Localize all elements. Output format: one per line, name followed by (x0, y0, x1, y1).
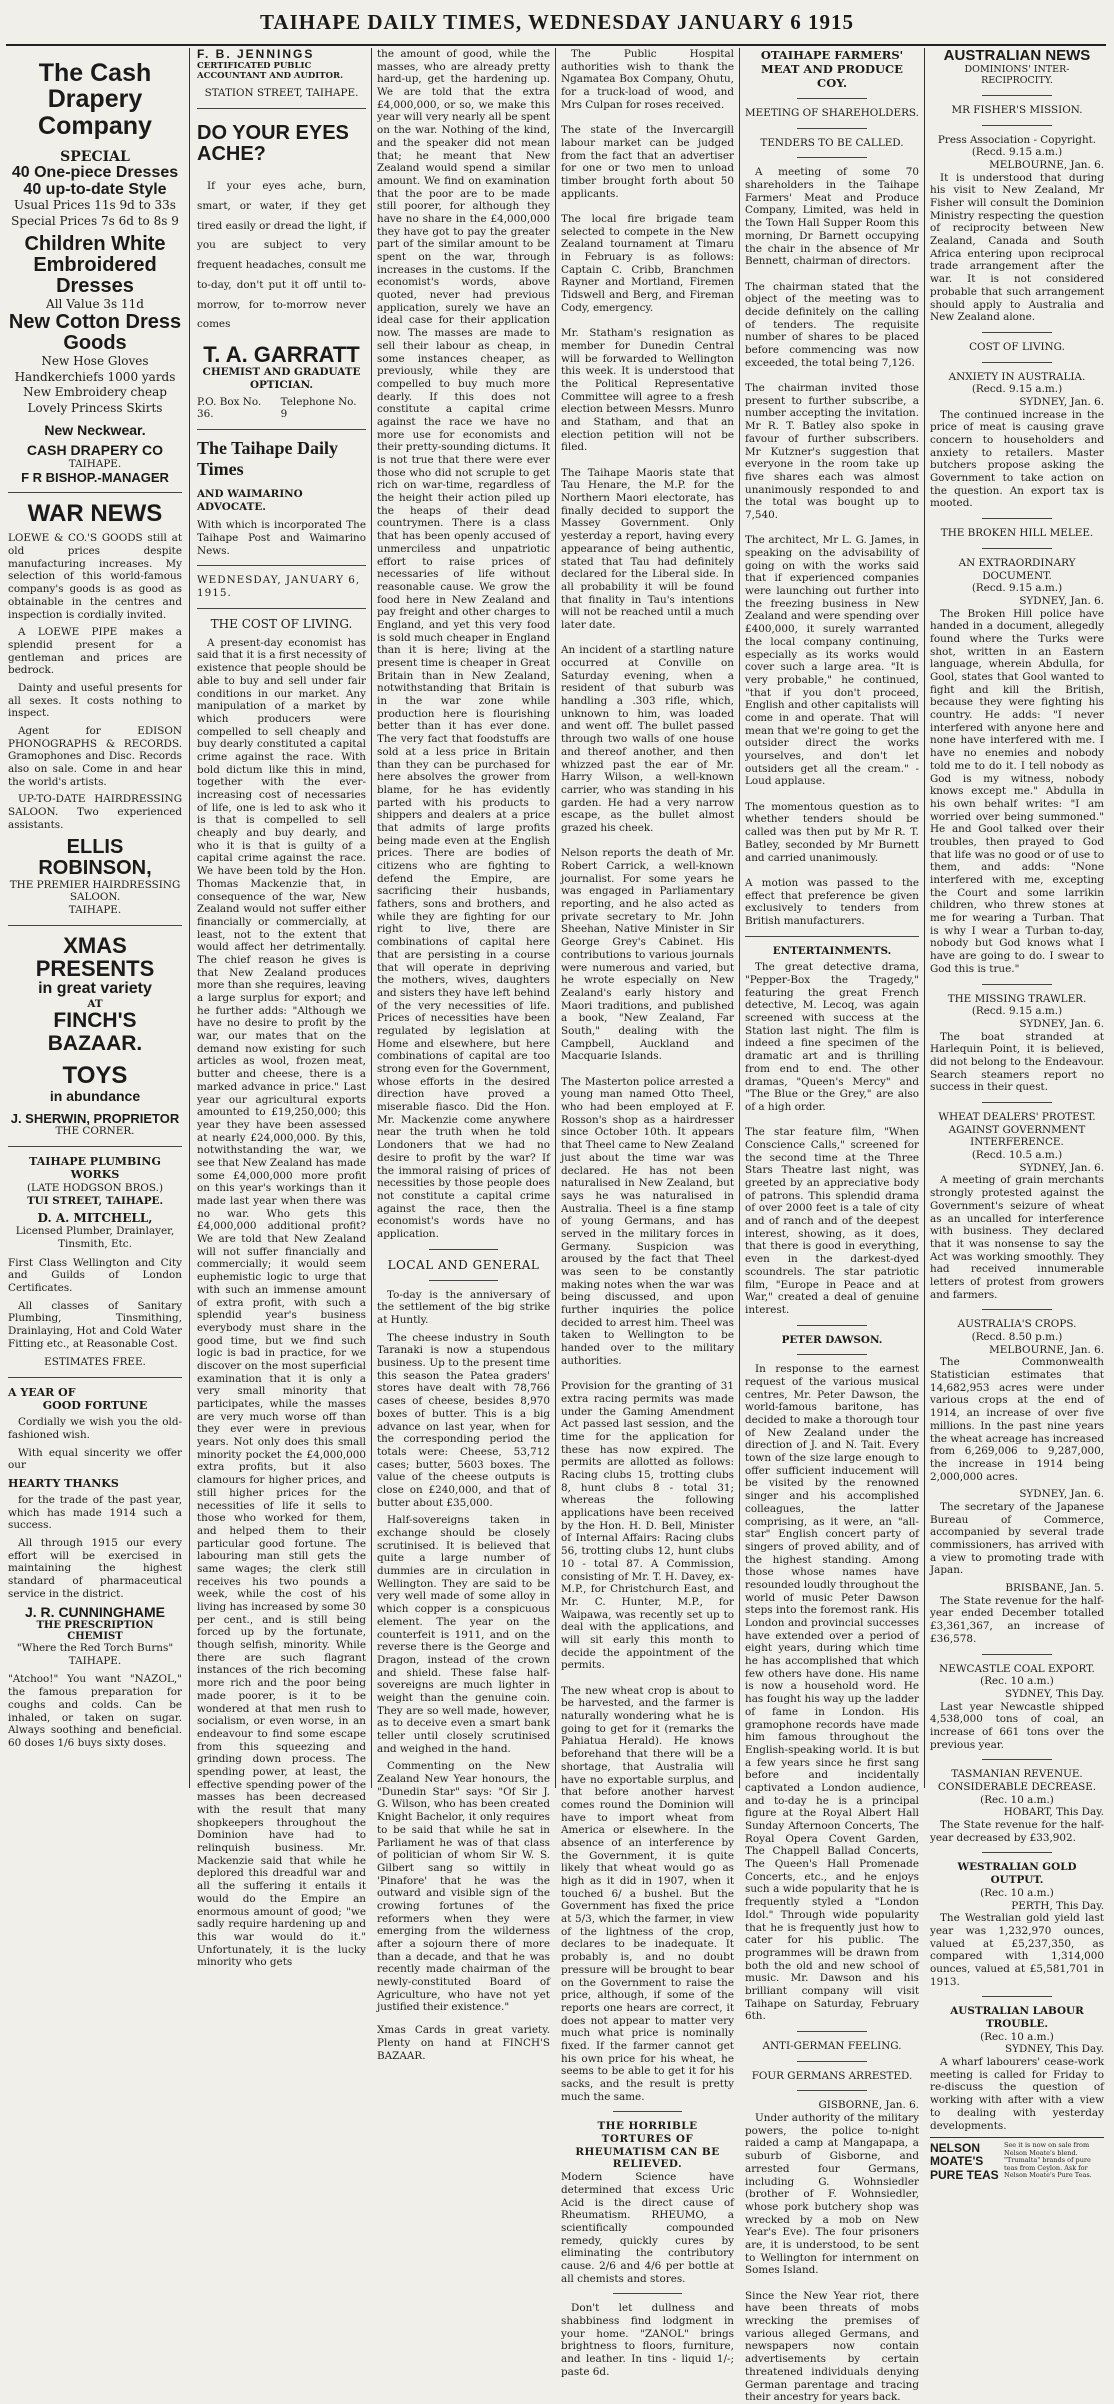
nazol-ad: "Atchoo!" You want "NAZOL," the famous preparation for coughs and colds. Can be inhaled, or taken on sugar. Always soothing and beneficial. 60 doses 1/6 buys sixty doses. (8, 1673, 182, 1749)
tasmania-text: The State revenue for the half-year decreased by £33,902. (930, 1819, 1104, 1844)
ellis-robinson: ELLIS ROBINSON, (38, 835, 152, 879)
eyes-ache-heading: DO YOUR EYES ACHE? (197, 122, 349, 165)
column-6-australian-news (926, 47, 1108, 2182)
received-time: (Recd. 8.50 p.m.) (971, 1331, 1063, 1344)
crops-text: The Commonwealth Statistician estimates that 14,682,953 acres were under various crops at the end of 1914, an increase of over five millions. In the past nine years the wheat acreage has increased from 6,269,006 to 9,287,000, the increase in 1914 being 2,000,000 acres. (930, 1356, 1104, 1483)
sydney-dateline: SYDNEY, Jan. 6. (1019, 395, 1104, 408)
gold-output-heading: WESTRALIAN GOLD OUTPUT. (957, 1861, 1077, 1887)
missing-trawler-heading: THE MISSING TRAWLER. (947, 992, 1087, 1005)
coal-text: Last year Newcastle shipped 4,538,000 tons of coal, an increase of 661 tons over the previous year. (930, 1700, 1104, 1751)
wheat-dealers-heading: WHEAT DEALERS' PROTEST. (938, 1111, 1096, 1124)
melbourne-dateline: MELBOURNE, Jan. 6. (989, 158, 1104, 171)
in-abundance: in abundance (49, 1087, 141, 1104)
hairdressing-text: UP-TO-DATE HAIRDRESSING SALOON. Two experienced assistants. (8, 793, 182, 831)
manager-name: F R BISHOP.-MANAGER (21, 469, 169, 485)
cost-of-living-heading: THE COST OF LIVING. (210, 616, 353, 631)
loewe-text: LOEWE & CO.'S GOODS still at old prices despite manufacturing increases. My selection of this world-famous company's goods is as good as obtainable in the centres and inspection is cordially invited. (8, 532, 182, 621)
plumbing-services: All classes of Sanitary Plumbing, Tinsmithing, Drainlaying, Hot and Cold Water Fitting etc., at Reasonable Cost. (8, 1299, 182, 1350)
anti-german-heading: ANTI-GERMAN FEELING. (762, 2040, 902, 2052)
four-germans-heading: FOUR GERMANS ARRESTED. (751, 2069, 913, 2082)
sydney-dateline: SYDNEY, Jan. 6. (1019, 594, 1104, 607)
fisher-heading: MR FISHER'S MISSION. (951, 103, 1083, 116)
local-news-items: The Public Hospital authorities wish to thank the Ngamatea Box Company, Ohutu, for a truck-load of wood, and Mrs Culpan for roses received. The state of the Invercargill labour market can be judged from the fact that an advertiser for one or two men to unload timber brought forth about 50 applicants. The local fire brigade team selected to compete in the New Zealand tournament at Timaru in February is as follows: Captain C. Cribb, Branchmen Rayner and Mortland, Firemen Tidswell and Berg, and Fireman Cody, emergency. Mr. Statham's resignation as member for Dunedin Central will be forwarded to Wellington this week. It is understood that the Political Representative Committee will agree to a fresh election between Messrs. Munro and Statham, and that an election petition will not be filed. The Taihape Maoris state that Tau Henare, the M.P. for the Northern Maori electorate, has finally decided to support the Massey Government. Only yesterday a report, having every appearance of being authentic, stated that Tau had definitely declared for the Liberal side. In all probability it will be found that finality in Tau's intentions will not be reached until a much later date. An incident of a startling nature occurred at Conville on Saturday evening, when a resident of that suburb was handling a .303 rifle, which, unknown to him, was loaded and went off. The bullet passed through two walls of one house and thereof another, and then whizzed past the ear of Mr. Harry Wilson, a well-known carrier, who was standing in his garden. He had a very narrow escape, as the bullet almost grazed his cheek. Nelson reports the death of Mr. Robert Carrick, a well-known journalist. For some years he was engaged in Parliamentary reporting, and he also acted as private secretary to Mr. John Sheehan, Native Minister in Sir George Grey's Cabinet. His contributions to various journals were numerous and varied, but he wrote especially on New Zealand's early history and Maori traditions, and published a book, "New Zealand, Far South," dealing with the Campbell, Auckland and Macquarie Islands. The Masterton police arrested a young man named Otto Theel, who had been employed at F. Rosson's shop as a hairdresser since October 10th. It appears that Theel came to New Zealand just about the time war was declared. He has not been naturalised in New Zealand, but says he was naturalised in Australia. Theel is a fine stamp of young Germans, and has served in the military forces in Germany. Suspicion was aroused by the fact that Theel was seen to be constantly making notes when the war was being discussed, and upon further inquiries the police decided to arrest him. Theel was taken to Wellington to be handed over to the military authorities. Provision for the granting of 31 extra racing permits was made under the Gaming Amendment Act passed last session, and the time for the application for these has now expired. The permits are allotted as follows: Racing clubs 15, trotting clubs 8, hunt clubs 8 - total 31; whereas the following applications have been received by the Hon. H. D. Bell, Minister of Internal Affairs: Racing clubs 56, trotting clubs 12, hunt clubs 10 - total 87. A Commission, consisting of Mr. T. H. Davey, ex-M.P., for Christchurch East, and Mr. C. Hunter, M.P., for Waipawa, was recently set up to deal with the applications, and will sit early this month to decide the appointment of the permits. The new wheat crop is about to be harvested, and the farmer is naturally wondering what he is going to get for it (remarks the Pahiatua Herald). He knows beforehand that there will be a shortage, that Australia will have no exportable surplus, and that before another harvest comes round the Dominion will have to import wheat from America or elsewhere. In the absence of an interference by the Government, it is quite likely that wheat would go as high as it did in 1907, when it touched 6/ a bushel. But the Government has fixed the price at 5/3, which the farmer, in view of the lightness of the crop, declares to be inadequate. It probably is, and no doubt pressure will be brought to bear on the Government to raise the price, although, if some of the reports one hears are correct, it does not appear to matter very much what price is nominally fixed. If the farmer cannot get his own price for his wheat, he seems to be able to get it for his sacks, and the result is pretty much the same. (561, 48, 734, 2103)
garratt-name: T. A. GARRATT (203, 342, 360, 368)
trade-text: for the trade of the past year, which has made 1914 such a success. (8, 1493, 182, 1532)
perth-dateline: PERTH, This Day. (1011, 1899, 1104, 1912)
children-dresses: Children White Embroidered Dresses (24, 232, 166, 297)
meeting-heading: MEETING OF SHAREHOLDERS. (745, 107, 919, 119)
licensed-plumber: Licensed Plumber, Drainlayer, Tinsmith, Etc. (15, 1225, 175, 1250)
anti-german-text: Under authority of the military powers, the police to-night raided a camp at Mangapapa, a suburb of Gisborne, and arrested four Germans, including G. Wohnsiedler (brother of F. Wohnsiedler, whose pork butchery shop was wrecked by a mob on New Year's Eve). The four prisoners are, it is understood, to be sent to Wellington for internment on Somes Island. Since the New Year riot, there have been threats of mobs wrecking the premises of various alleged Germans, and newspapers now contain advertisements by certain threatened individuals denying German parentage and tracing their ancestry for years back. (745, 2112, 919, 2404)
special-prices: Special Prices 7s 6d to 8s 9 (11, 213, 179, 228)
incorporated-note: With which is incorporated The Taihape Post and Waimarino News. (197, 519, 366, 557)
labour-trouble-heading: AUSTRALIAN LABOUR TROUBLE. (950, 2005, 1084, 2031)
premier-saloon: THE PREMIER HAIRDRESSING SALOON. (9, 878, 181, 904)
trawler-text: The boat stranded at Harlequin Point, it is believed, did not belong to the Endeavour. Search steamers report no success in their quest. (930, 1030, 1104, 1094)
rheumatism-heading: THE HORRIBLE TORTURES OF RHEUMATISM CAN BE RELIEVED. (575, 2120, 720, 2171)
good-fortune: GOOD FORTUNE (42, 1399, 148, 1413)
taihape-location: TAIHAPE. (68, 457, 122, 470)
received-time: (Rec. 10 a.m.) (980, 2030, 1054, 2043)
sincerity-text: With equal sincerity we offer our (8, 1446, 182, 1472)
column-1-ads (4, 48, 186, 1788)
prescription-chemist: THE PRESCRIPTION CHEMIST (36, 1620, 154, 1643)
cordially-text: Cordially we wish you the old-fashioned wish. (8, 1416, 182, 1441)
peter-dawson-heading: PETER DAWSON. (781, 1333, 883, 1346)
column-divider (189, 48, 190, 1788)
cost-living-text: The continued increase in the price of meat is causing grave concern to householders and anxiety to retailers. Master butchers propose asking the Government to take action on the question. An export tax is mooted. (930, 408, 1104, 510)
brisbane-dateline: BRISBANE, Jan. 5. (1005, 1582, 1104, 1595)
broken-hill-heading: THE BROKEN HILL MELEE. (940, 527, 1094, 540)
japan-text: The secretary of the Japanese Bureau of Commerce, accompanied by several trade commissioners, has arrived with a view to promoting trade with Japan. (930, 1500, 1104, 1577)
gisborne-dateline: GISBORNE, Jan. 6. (818, 2099, 919, 2112)
decrease-heading: CONSIDERABLE DECREASE. (937, 1781, 1097, 1794)
great-variety: in great variety (38, 979, 152, 997)
red-torch: "Where the Red Torch Burns" (16, 1642, 174, 1655)
nelson-moate-title: NELSON MOATE'S PURE TEAS (930, 2141, 999, 2182)
received-time: (Recd. 9.15 a.m.) (971, 582, 1063, 595)
fisher-text: It is understood that during his visit to New Zealand, Mr Fisher will consult the Dominion Ministry respecting the question of reciprocity between New Zealand, Canada and South Africa entering upon reciprocal trade arrangement after the war. It is not considered probable that such arrangement should apply to Australia and New Zealand alone. (930, 171, 1104, 324)
toys: TOYS (62, 1061, 128, 1089)
tui-street: TUI STREET, TAIHAPE. (26, 1194, 164, 1207)
press-association: Press Association - Copyright. (937, 133, 1097, 146)
rheumatism-text: Modern Science have determined that excess Uric Acid is the direct cause of Rheumatism. RHEUMO, a scientifically compounded remedy, quickly cures by eliminating the contributory cause. 2/6 and 4/6 per bottle at all chemists and stores. (561, 2171, 734, 2285)
cash-drapery-title: The Cash Drapery Company (38, 59, 152, 140)
year-of: A YEAR OF (8, 1386, 76, 1400)
the-corner: THE CORNER. (55, 1125, 135, 1138)
zanol-ad: Don't let dullness and shabbiness find lodgment in your home. "ZANOL" brings brightness to floors, furniture, and leather. In tins - liquid 1/-; paste 6d. (561, 2302, 734, 2378)
column-divider (555, 48, 556, 1788)
plumbing-works: TAIHAPE PLUMBING WORKS (29, 1155, 161, 1182)
sydney-dateline: SYDNEY, Jan. 6. (1019, 1161, 1104, 1174)
war-news-heading: WAR NEWS (27, 500, 163, 528)
entertainments-heading: ENTERTAINMENTS. (772, 944, 892, 957)
dresses-offer: 40 One-piece Dresses 40 up-to-date Style (11, 163, 179, 198)
at-label: AT (87, 997, 103, 1010)
mitchell-name: D. A. MITCHELL, (37, 1211, 153, 1226)
australia-crops-heading: AUSTRALIA'S CROPS. (957, 1318, 1077, 1331)
station-street: STATION STREET, TAIHAPE. (204, 87, 359, 100)
value-price: All Value 3s 11d (46, 296, 144, 311)
anxiety-heading: ANXIETY IN AUSTRALIA. (948, 370, 1086, 383)
local-item: Half-sovereigns taken in exchange should be closely scrutinised. It is believed that quite a large number of dummies are in circulation in Wellington. They are said to be very well made of some alloy in which copper is a conspicuous element. The year on the counterfeit is 1911, and on the reverse there is the George and Dragon, instead of the crown and shield. These false half-sovereigns are much lighter in weight than the genuine coin. They are so well made, however, as to deceive even a smart bank teller until closely scrutinised and weighed in the hand. (377, 1514, 550, 1755)
local-item: Commenting on the New Zealand New Year honours, the "Dunedin Star" says: "Of Sir J. G. Wilson, who has been created Knight Bachelor, it only requires to be said that while he sat in Parliament he was of that class of politician of whom Sir W. S. Gilbert sang so wittily in 'Pinafore' that he was the outward and visible sign of the crowing fortunes of the reformers when they were emerging from the wilderness after a sojourn there of more than a decade, and that he was recently made chairman of the newly-constituted Board of Agriculture, who have not yet justified their existence." (377, 1760, 550, 2014)
cunninghame-name: J. R. CUNNINGHAME (24, 1604, 165, 1621)
taihape-location: TAIHAPE. (68, 1654, 122, 1667)
received-time: (Recd. 10.5 a.m.) (971, 1149, 1063, 1162)
sydney-dateline: SYDNEY, This Day. (1004, 2043, 1104, 2056)
cost-living-heading: COST OF LIVING. (969, 340, 1065, 353)
received-time: (Rec. 10 a.m.) (980, 1675, 1054, 1688)
waimarino-advocate: AND WAIMARINO ADVOCATE. (197, 487, 303, 513)
paper-title: The Taihape Daily Times (197, 437, 339, 479)
against-government-heading: AGAINST GOVERNMENT INTERFERENCE. (948, 1123, 1086, 1149)
sherwin-proprietor: J. SHERWIN, PROPRIETOR (10, 1110, 180, 1126)
column-4-news (557, 48, 738, 2378)
through-1915-text: All through 1915 our every effort will be exercised in maintaining the highest standard of pharmaceutical service in the district. (8, 1536, 182, 1600)
masthead-rule (6, 44, 1106, 46)
meat-company-text: A meeting of some 70 shareholders in the Taihape Farmers' Meat and Produce Company, Limited, was held in the Town Hall Supper Room this morning, Dr Barnett occupying the chair in the absence of Mr Bennett, chairman of directors. The chairman stated that the object of the meeting was to decide definitely on the calling of tenders. The requisite number of shares to be placed before commencing was now exceeded, the total being 7,126. The chairman invited those present to further subscribe, a number accepting the invitation. Mr R. T. Batley also spoke in favour of further subscribers. Mr Kutzner's suggestion that everyone in the room take up five shares each was almost unanimously responded to and the total was bought up to 7,540. The architect, Mr L. G. James, in speaking on the advisability of going on with the works said that if experienced companies were launching out further into the freezing business in New Zealand and were spending over £400,000, it surely warranted the local company continuing, especially as its works would cover such a large area. "It is very probable," he continued, "that if you don't proceed, English and other capitalists will come in and operate. That will mean that we're going to get the outsider direct the works yourselves, and don't let outsiders get all the cream." - Loud applause. The momentous question as to whether tenders should be called was then put by Mr R. T. Batley, seconded by Mr Burnett and carried unanimously. A motion was passed to the effect that preference be given exclusively to tenders from British manufacturers. (745, 166, 919, 927)
finchs-bazaar: FINCH'S BAZAAR. (47, 1009, 143, 1055)
nelson-moate-small: See it is now on sale from Nelson Moate's blend. "Trumalta" brands of pure teas from Ceylon. Ask for Nelson Moate's Pure Teas. (1004, 2141, 1092, 2180)
australian-news-heading: AUSTRALIAN NEWS (943, 47, 1091, 64)
hose-list: New Hose Gloves Handkerchiefs 1000 yards New Embroidery cheap Lovely Princess Skirts (14, 354, 176, 415)
nelson-moate-ad (930, 2137, 1104, 2182)
wheat-text: A meeting of grain merchants strongly protested against the Government's seizure of wheat as an uncalled for interference with business. They declared that it was nonsense to say the Act was working smoothly. They had received innumerable letters of protest from growers and farmers. (930, 1174, 1104, 1301)
local-general-heading: LOCAL AND GENERAL (387, 1257, 540, 1272)
entertainments-text: The great detective drama, "Pepper-Box the Tragedy," featuring the great French detective, M. Lecoq, was again screened with success at the Station last night. The film is indeed a fine specimen of the dramatic art and is thrilling from end to end. The other dramas, "Queen's Mercy" and "The Blue or the Grey," are also of a high order. The star feature film, "When Conscience Calls," screened for the second time at the Three Stars Theatre last night, was greeted by an appreciative body of patrons. This splendid drama of over 2000 feet is a tale of city and of ranch and of the deepest interest, showing, as it does, that there is good in everything, even in the darkest-dyed scoundrels. The star patriotic film, "Europe in Peace and at War," created a deal of genuine interest. (745, 961, 919, 1316)
local-item: The cheese industry in South Taranaki is now a stupendous business. Up to the present time this season the Patea graders' stores have dealt with 78,766 cases of cheese, besides 8,970 boxes of butter. This is a big advance on last year, when for the corresponding period the totals were: Cheese, 53,712 cases; butter, 5603 boxes. The value of the cheese outputs is close on £240,000, and that of butter about £35,000. (377, 1331, 550, 1509)
neckwear: New Neckwear. (44, 421, 146, 438)
tasmanian-revenue-heading: TASMANIAN REVENUE. (951, 1768, 1083, 1781)
telephone: Telephone No. 9 (280, 395, 357, 421)
broken-hill-text: The Broken Hill police have handed in a document, allegedly found where the Turks were shot, written in an Eastern language, wherein Abdulla, for Gool, states that Gool wanted to fight and kill the British, because they were fighting his country. He adds: "I never interfered with anyone here and none have interfered with me. I have no enemies and nobody told me to do it. I tell nobody as God is my witness, nobody knows except me." Abdulla in his own behalf writes: "I am worried over being summoned." He and Gool talked over their troubles, then prayed to God that life was no good or of use to them, and adds: "None interfered with me, excepting the Court and some larrikin children, who threw stones at me for wearing a Turban. That is why I wear a Turban to-day, nobody but God knows what I have are going to do. I swear to God this is true." (930, 607, 1104, 975)
column-2-editorial (193, 47, 370, 1969)
sydney-dateline: SYDNEY, Jan. 6. (1019, 1017, 1104, 1030)
received-time: (Rec. 10 a.m.) (980, 1793, 1054, 1806)
edison-agent-text: Agent for EDISON PHONOGRAPHS & RECORDS. Gramophones and Disc. Records also on sale. Come in and hear the world's artists. (8, 725, 182, 788)
garratt-title: CHEMIST AND GRADUATE OPTICIAN. (202, 366, 361, 391)
column-5-news (741, 48, 923, 2404)
jennings-name: F. B. JENNINGS (197, 47, 315, 61)
dateline: WEDNESDAY, JANUARY 6, 1915. (197, 574, 361, 600)
masthead (0, 10, 1114, 44)
column-3-editorial (373, 48, 554, 2062)
column-divider (371, 48, 372, 1788)
special-label: SPECIAL (60, 148, 130, 165)
received-time: (Recd. 9.15 a.m.) (971, 1005, 1063, 1018)
loewe-pipe-text: A LOEWE PIPE makes a splendid present for a gentleman and prices are bedrock. (8, 626, 182, 677)
gold-text: The Westralian gold yield last year was 1,232,970 ounces, valued at £5,237,350, as compared with 1,314,000 ounces, valued at £5,581,701 in 1913. (930, 1912, 1104, 1988)
certificates-text: First Class Wellington and City and Guilds of London Certificates. (8, 1256, 182, 1294)
eyes-ache-text: If your eyes ache, burn, smart, or water, if they get tired easily or dread the light, if you are subject to very frequent headaches, consult me to-day, don't put it off until to-morrow, for to-morrow never comes (197, 180, 366, 331)
garratt-contacts (197, 396, 366, 421)
received-time: (Rec. 10 a.m.) (980, 1886, 1054, 1899)
tenders-heading: TENDERS TO BE CALLED. (760, 136, 904, 149)
usual-prices: Usual Prices 11s 9d to 33s (14, 198, 176, 213)
received-time: (Recd. 9.15 a.m.) (971, 146, 1063, 159)
xmas-cards-ad: Xmas Cards in great variety. Plenty on hand at FINCH'S BAZAAR. (377, 2024, 550, 2062)
xmas-presents: XMAS PRESENTS (35, 932, 155, 981)
sydney-dateline: SYDNEY, Jan. 6. (1019, 1488, 1104, 1501)
po-box: P.O. Box No. 36. (197, 395, 262, 421)
dainty-text: Dainty and useful presents for all sexes. It costs nothing to inspect. (8, 681, 182, 720)
received-time: (Recd. 9.15 a.m.) (971, 383, 1063, 396)
cash-drapery-co: CASH DRAPERY CO (26, 442, 164, 459)
column-divider (924, 48, 925, 1788)
column-divider (739, 48, 740, 1788)
estimates-free: ESTIMATES FREE. (44, 1356, 146, 1369)
editorial-body: A present-day economist has said that it is a first necessity of existence that people should be able to buy and sell under fair conditions in our market. Any manipulation of a market by which producers were compelled to sell cheaply and buy dearly constituted a capital crime against the race. With bold dictum like this in mind, together with the ever-increasing cost of necessaries of life, one is led to ask who it is that is compelled to sell cheaply and buy dearly, and who it is that is guilty of a capital crime against the race. We have been told by the Hon. Thomas Mackenzie that, in consequence of the war, New Zealand would not suffer either financially or commercially, at least, not to the extent that would affect her detrimentally. The chief reason he gives is that New Zealand produces more than she requires, leaving a large surplus for export; and he further adds: "Although we have no desire to profit by the war, our mates that on the demand now existing for such articles as wool, frozen meat, butter and cheese, there is a marked advance in price." Last year our agricultural exports amounted to £19,250,000; this year they have been assessed at nearly £24,000,000. By this, notwithstanding the war, we see that New Zealand has made some £4,000,000 more profit on this year's workings than it made last year when there was no war. Who gets this £4,000,000 additional profit? We are told that New Zealand will not suffer financially and commercially; it would seem euphemistic logic to urge that with such an immense amount of extra profit, with such a splendid year's business everybody must share in the good time, but we find such logic is bad in practice, for we discover on the most superficial examination that it is only a very small minority that participates, while the masses are very much worse off than they ever were in previous years. Not only does this small minority pocket the £4,000,000 extra profits, but it also clamours for higher prices, and still higher prices for the necessities of life it sells to those who worked for them, and helped them to their particular good fortune. The labouring man still gets the same wages; the clerk still receives his two pounds a week, while the cost of his living has increased by some 30 per cent., and is still being forced up by the fortunate, though selfish, minority. While there are such flagrant instances of the rich becoming more rich and the poor being made poorer, is it to be wondered at that men rush to socialism, or even worse, in an endeavour to find some escape from this squeezing and grinding down process. The spending power, at least, the effective spending power of the masses has been decreased with the result that many shopkeepers throughout the Dominion have had to relinquish business. Mr. Mackenzie said that while he deplored this dreadful war and all the suffering it entails it would do the Empire an enormous amount of good; "we sadly require hardening up and this war would do it." Unfortunately, it is the lucky minority who gets (197, 636, 367, 1969)
brisbane-text: The State revenue for the half-year ended December totalled £3,361,367, an increase of £36,578. (930, 1594, 1104, 1645)
hearty-thanks: HEARTY THANKS (8, 1476, 119, 1490)
newcastle-coal-heading: NEWCASTLE COAL EXPORT. (939, 1662, 1095, 1675)
local-item: To-day is the anniversary of the settlement of the big strike at Huntly. (377, 1288, 550, 1326)
taihape-location: TAIHAPE. (68, 903, 122, 916)
meat-company-heading: OTAIHAPE FARMERS' MEAT AND PRODUCE COY. (760, 48, 904, 90)
melbourne-dateline: MELBOURNE, Jan. 6. (989, 1343, 1104, 1356)
extraordinary-document-heading: AN EXTRAORDINARY DOCUMENT. (958, 556, 1076, 582)
labour-text: A wharf labourers' cease-work meeting is called for Friday to re-discuss the question of working with after with a view to dealing with yesterday developments. (930, 2056, 1104, 2132)
editorial-continued: the amount of good, while the masses, who are already pretty hard-up, get the hardening up. We are told that the extra £4,000,000, or so, we make this year will very nearly all be spent on the war. Nothing of the kind, and the speaker did not mean that; he meant that New Zealand would spend a similar amount. We find on examination that the poor are to be made still poorer, for although they have no share in the £4,000,000 they have got to pay the greater part of the similar amount to be spent on the war, through increases in the customs. If the economist's words, above quoted, never had previous application, surely we have an ideal case for their application now. The masses are made to sell their labour as cheap, in some instances cheaper, as previously, while they are compelled to buy much more dearly. If this does not constitute a capital crime against the race we have no more use for economists and their pretty-sounding dictums. It is not true that there were ever those who did not scruple to get rich on war-time, regardless of the height their action piled up the heaps of their dead countrymen. There is a class that has been openly accused of unmerciless and unpatriotic effort to raise prices of necessaries of life without reasonable cause. We grow the food here in New Zealand and pay freight and other charges to England, and yet this very food is sold much cheaper in England than it is here; living at the present time is cheaper in Great Britain than in New Zealand, notwithstanding that Britain is in the war zone while production here is flourishing better than it has ever done. The very fact that foodstuffs are sold at a less price in Britain than they can be purchased for here absolves the grower from blame, for he has evidently parted with his products to shippers and dealers at a price that admits of large profits being made even at the English prices. There are bodies of citizens who are fighting to defend the Empire, are sacrificing their husbands, fathers, sons and brothers, and while they are fighting for our right to live, there are combinations of capital here that are persisting in a course that will operate in depriving the mothers, wives, daughters and sisters they have left behind of the very necessities of life. Prices of necessities have been regulated by legislation at Home and elsewhere, but here combinations of capital are too strong even for the Government, whose efforts in the desired direction have proved a miserable fiasco. Did the Hon. Mr. Mackenzie come anywhere near the truth when he told Londoners that we had no desire to profit by the war? If the immoral raising of prices of necessities by those people does not constitute a capital crime against the race, then the economist's words have no application. (377, 48, 550, 1240)
hobart-dateline: HOBART, This Day. (1003, 1806, 1104, 1819)
peter-dawson-text: In response to the earnest request of the various musical centres, Mr. Peter Dawson, the world-famous baritone, has decided to make a thorough tour of New Zealand under the direction of J. and N. Tait. Every town of the size large enough to offer sufficient inducement will be visited by the renowned singer and his accomplished colleagues, the latter comprising, as it were, an "all-star" English concert party of singers of proved ability, and of the highest standing. Among those whose names have resounded loudly throughout the world of music Peter Dawson steps into the foremost rank. His London and provincial successes have extended over a period of eight years, during which time he has accomplished that which few others have done. His name is now a household word. He has fought his way up the ladder of fame in London. His gramophone records have made him famous throughout the English-speaking world. It is but a few years since he first sang before and incidentally captivated a London audience, and to-day he is a principal figure at the Royal Albert Hall Sunday Afternoon Concerts, The Royal Opera Covent Garden, The Chappell Ballad Concerts, The Queen's Hall Promenade Concerts, etc., and he enjoys such a wide popularity that he is frequently styled a "London Idol." Through wide popularity that he is frequently just how to cater for his public. The programmes will be drawn from both the old and new school of music. Mr. Dawson and his brilliant company will visit Taihape on Saturday, February 6th. (745, 1363, 919, 2023)
masthead-title: TAIHAPE DAILY TIMES, WEDNESDAY JANUARY 6 1915 (259, 10, 855, 34)
cotton-goods: New Cotton Dress Goods (8, 311, 182, 355)
accountant-title: CERTIFICATED PUBLIC ACCOUNTANT AND AUDITOR. (197, 60, 344, 81)
sydney-dateline: SYDNEY, This Day. (1004, 1687, 1104, 1700)
dominions-heading: DOMINIONS' INTER-RECIPROCITY. (964, 63, 1070, 87)
late-hodgson: (LATE HODGSON BROS.) (26, 1181, 164, 1194)
